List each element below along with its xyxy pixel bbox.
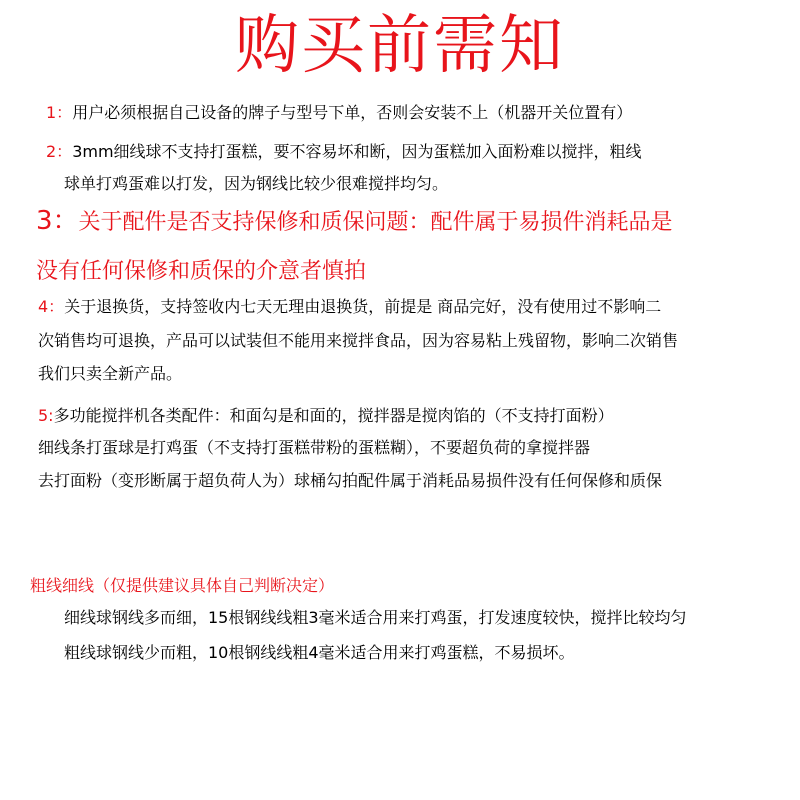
note-3 bbox=[36, 206, 673, 238]
note-4 bbox=[38, 296, 661, 318]
wire-heading: 粗线细线（仅提供建议具体自己判断决定） bbox=[30, 576, 335, 595]
note-2-text-line-1: 3mm细线球不支持打蛋糕，要不容易坏和断，因为蛋糕加入面粉难以搅拌，粗线 bbox=[72, 142, 642, 161]
note-3-text-line-2: 没有任何保修和质保的介意者慎拍 bbox=[36, 259, 367, 284]
note-2 bbox=[46, 141, 642, 163]
note-1-text: 用户必须根据自己设备的牌子与型号下单，否则会安装不上（机器开关位置有） bbox=[72, 103, 633, 122]
note-5-text-line-1: 多功能搅拌机各类配件：和面勾是和面的，搅拌器是搅肉馅的（不支持打面粉） bbox=[53, 406, 614, 425]
note-5 bbox=[38, 405, 614, 427]
wire-line-2: 粗线球钢线少而粗，10根钢线线粗4毫米适合用来打鸡蛋糕，不易损坏。 bbox=[64, 643, 575, 662]
note-2-number: 2： bbox=[46, 142, 73, 161]
wire-line-1: 细线球钢线多而细，15根钢线线粗3毫米适合用来打鸡蛋，打发速度较快，搅拌比较均匀 bbox=[64, 608, 687, 627]
note-4-text-line-2: 次销售均可退换，产品可以试装但不能用来搅拌食品，因为容易粘上残留物，影响二次销售 bbox=[38, 331, 679, 350]
note-4-text-line-1: 关于退换货，支持签收内七天无理由退换货，前提是 商品完好，没有使用过不影响二 bbox=[64, 297, 662, 316]
note-3-number: 3： bbox=[36, 206, 79, 236]
note-1-number: 1： bbox=[46, 103, 73, 122]
note-2-text-line-2: 球单打鸡蛋难以打发，因为钢线比较少很难搅拌均匀。 bbox=[64, 174, 449, 193]
note-4-number: 4： bbox=[38, 297, 65, 316]
note-1 bbox=[46, 102, 632, 124]
note-4-text-line-3: 我们只卖全新产品。 bbox=[38, 364, 183, 383]
page-title: 购买前需知 bbox=[235, 9, 565, 83]
note-5-text-line-2: 细线条打蛋球是打鸡蛋（不支持打蛋糕带粉的蛋糕糊），不要超负荷的拿搅拌器 bbox=[38, 438, 591, 457]
note-5-text-line-3: 去打面粉（变形断属于超负荷人为）球桶勾拍配件属于消耗品易损件没有任何保修和质保 bbox=[38, 471, 663, 490]
note-5-number: 5: bbox=[38, 406, 54, 425]
note-3-text-line-1: 关于配件是否支持保修和质保问题：配件属于易损件消耗品是 bbox=[78, 210, 673, 235]
